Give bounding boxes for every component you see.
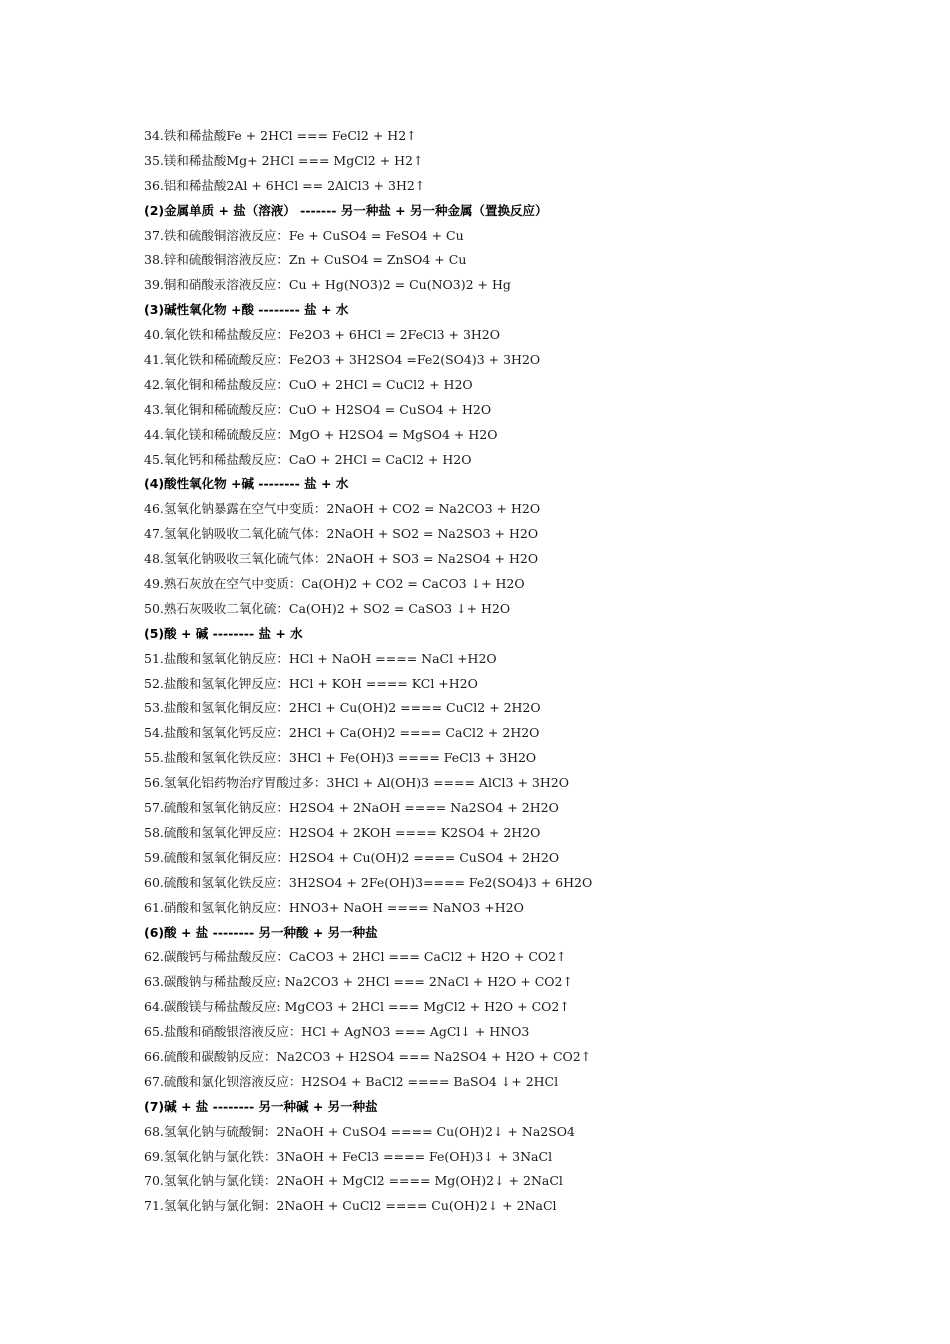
equation-line: 39.铜和硝酸汞溶液反应：Cu + Hg(NO3)2 = Cu(NO3)2 + Hg — [144, 277, 511, 293]
equation-line: 54.盐酸和氢氧化钙反应：2HCl + Ca(OH)2 ==== CaCl2 + 2H2O — [144, 725, 540, 741]
equation-line: 42.氧化铜和稀盐酸反应：CuO + 2HCl = CuCl2 + H2O — [144, 376, 473, 392]
equation-line: 35.镁和稀盐酸Mg+ 2HCl === MgCl2 + H2↑ — [144, 152, 424, 168]
equation-line: 43.氧化铜和稀硫酸反应：CuO + H2SO4 = CuSO4 + H2O — [144, 401, 492, 417]
equation-line: 50.熟石灰吸收二氧化硫：Ca(OH)2 + SO2 = CaSO3 ↓+ H2O — [144, 600, 511, 616]
section-heading: (3)碱性氧化物 +酸 -------- 盐 + 水 — [144, 302, 349, 318]
section-heading: (2)金属单质 + 盐（溶液） ------- 另一种盐 + 另一种金属（置换反应） — [144, 202, 548, 218]
equation-line: 61.硝酸和氢氧化钠反应：HNO3+ NaOH ==== NaNO3 +H2O — [144, 899, 524, 915]
equation-line: 37.铁和硫酸铜溶液反应：Fe + CuSO4 = FeSO4 + Cu — [144, 227, 464, 243]
equation-line: 66.硫酸和碳酸钠反应：Na2CO3 + H2SO4 === Na2SO4 + H2O + CO2↑ — [144, 1048, 592, 1064]
equation-line: 67.硫酸和氯化钡溶液反应：H2SO4 + BaCl2 ==== BaSO4 ↓+ 2HCl — [144, 1073, 559, 1089]
section-heading: (5)酸 + 碱 -------- 盐 + 水 — [144, 625, 303, 641]
equation-line: 59.硫酸和氢氧化铜反应：H2SO4 + Cu(OH)2 ==== CuSO4 + 2H2O — [144, 849, 560, 865]
equation-line: 70.氢氧化钠与氯化镁：2NaOH + MgCl2 ==== Mg(OH)2↓ + 2NaCl — [144, 1173, 563, 1189]
equation-line: 63.碳酸钠与稀盐酸反应: Na2CO3 + 2HCl === 2NaCl + H2O + CO2↑ — [144, 974, 573, 990]
section-heading: (6)酸 + 盐 -------- 另一种酸 + 另一种盐 — [144, 924, 378, 940]
equation-line: 51.盐酸和氢氧化钠反应：HCl + NaOH ==== NaCl +H2O — [144, 650, 497, 666]
equation-line: 69.氢氧化钠与氯化铁：3NaOH + FeCl3 ==== Fe(OH)3↓ + 3NaCl — [144, 1148, 553, 1164]
equation-line: 45.氧化钙和稀盐酸反应：CaO + 2HCl = CaCl2 + H2O — [144, 451, 472, 467]
section-heading: (4)酸性氧化物 +碱 -------- 盐 + 水 — [144, 476, 349, 492]
section-heading: (7)碱 + 盐 -------- 另一种碱 + 另一种盐 — [144, 1098, 378, 1114]
equation-line: 55.盐酸和氢氧化铁反应：3HCl + Fe(OH)3 ==== FeCl3 + 3H2O — [144, 750, 537, 766]
equation-line: 56.氢氧化铝药物治疗胃酸过多：3HCl + Al(OH)3 ==== AlCl3 + 3H2O — [144, 775, 569, 791]
equation-line: 36.铝和稀盐酸2Al + 6HCl == 2AlCl3 + 3H2↑ — [144, 177, 426, 193]
equation-line: 53.盐酸和氢氧化铜反应：2HCl + Cu(OH)2 ==== CuCl2 + 2H2O — [144, 700, 541, 716]
equation-line: 47.氢氧化钠吸收二氧化硫气体：2NaOH + SO2 = Na2SO3 + H2O — [144, 526, 539, 542]
equation-line: 65.盐酸和硝酸银溶液反应：HCl + AgNO3 === AgCl↓ + HNO3 — [144, 1024, 530, 1040]
equation-line: 71.氢氧化钠与氯化铜：2NaOH + CuCl2 ==== Cu(OH)2↓ + 2NaCl — [144, 1198, 557, 1214]
equation-line: 58.硫酸和氢氧化钾反应：H2SO4 + 2KOH ==== K2SO4 + 2H2O — [144, 824, 541, 840]
equation-line: 60.硫酸和氢氧化铁反应：3H2SO4 + 2Fe(OH)3==== Fe2(SO4)3 + 6H2O — [144, 874, 593, 890]
equation-line: 46.氢氧化钠暴露在空气中变质：2NaOH + CO2 = Na2CO3 + H2O — [144, 501, 541, 517]
equation-line: 48.氢氧化钠吸收三氧化硫气体：2NaOH + SO3 = Na2SO4 + H2O — [144, 551, 539, 567]
equation-line: 38.锌和硫酸铜溶液反应：Zn + CuSO4 = ZnSO4 + Cu — [144, 252, 467, 268]
equation-line: 34.铁和稀盐酸Fe + 2HCl === FeCl2 + H2↑ — [144, 128, 417, 143]
equation-line: 68.氢氧化钠与硫酸铜：2NaOH + CuSO4 ==== Cu(OH)2↓ + Na2SO4 — [144, 1123, 575, 1139]
equation-line: 52.盐酸和氢氧化钾反应：HCl + KOH ==== KCl +H2O — [144, 675, 478, 691]
equation-line: 44.氧化镁和稀硫酸反应：MgO + H2SO4 = MgSO4 + H2O — [144, 426, 498, 442]
equation-line: 62.碳酸钙与稀盐酸反应：CaCO3 + 2HCl === CaCl2 + H2O + CO2↑ — [144, 949, 567, 965]
equation-line: 49.熟石灰放在空气中变质：Ca(OH)2 + CO2 = CaCO3 ↓+ H2O — [144, 576, 525, 592]
equation-line: 41.氧化铁和稀硫酸反应：Fe2O3 + 3H2SO4 =Fe2(SO4)3 + 3H2O — [144, 352, 541, 368]
equation-line: 57.硫酸和氢氧化钠反应：H2SO4 + 2NaOH ==== Na2SO4 + 2H2O — [144, 800, 559, 816]
document-page — [144, 124, 924, 1219]
equation-line: 64.碳酸镁与稀盐酸反应: MgCO3 + 2HCl === MgCl2 + H2O + CO2↑ — [144, 999, 570, 1015]
equation-line: 40.氧化铁和稀盐酸反应：Fe2O3 + 6HCl = 2FeCl3 + 3H2O — [144, 327, 501, 343]
